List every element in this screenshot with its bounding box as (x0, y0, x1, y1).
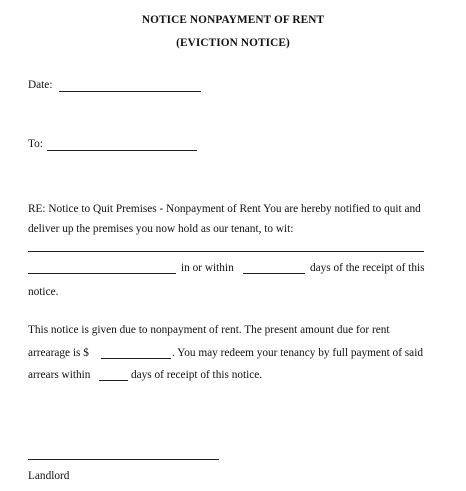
date-row (28, 79, 52, 91)
signature-label: Landlord (28, 470, 70, 482)
to-label: To: (28, 138, 43, 150)
amount-blank[interactable] (101, 358, 171, 359)
to-row (28, 138, 43, 150)
re-line-2: deliver up the premises you now hold as our tenant, to wit: (28, 223, 294, 235)
premises-blank[interactable] (28, 251, 424, 252)
premises-blank-2[interactable] (28, 273, 176, 274)
within-text-2: days of the receipt of this (310, 262, 425, 274)
para2-line-1: This notice is given due to nonpayment of rent. The present amount due for rent (28, 324, 390, 336)
redeem-days-blank[interactable] (99, 380, 128, 381)
within-text-1: in or within (181, 262, 234, 274)
re-line-1: RE: Notice to Quit Premises - Nonpayment of Rent You are hereby notified to quit and (28, 203, 421, 215)
para2-line-3b: days of receipt of this notice. (131, 369, 263, 381)
para2-line-2b: . You may redeem your tenancy by full payment of said (172, 347, 423, 359)
to-blank[interactable] (47, 150, 197, 151)
document-subtitle: (EVICTION NOTICE) (176, 37, 290, 49)
date-blank[interactable] (59, 91, 201, 92)
document-title: NOTICE NONPAYMENT OF RENT (141, 14, 325, 26)
para2-line-3a: arrears within (28, 369, 91, 381)
notice-word: notice. (28, 286, 59, 298)
date-label: Date: (28, 79, 53, 91)
para2-line-2a: arrearage is $ (28, 347, 89, 359)
days-blank[interactable] (243, 273, 305, 274)
signature-line[interactable] (28, 459, 219, 460)
